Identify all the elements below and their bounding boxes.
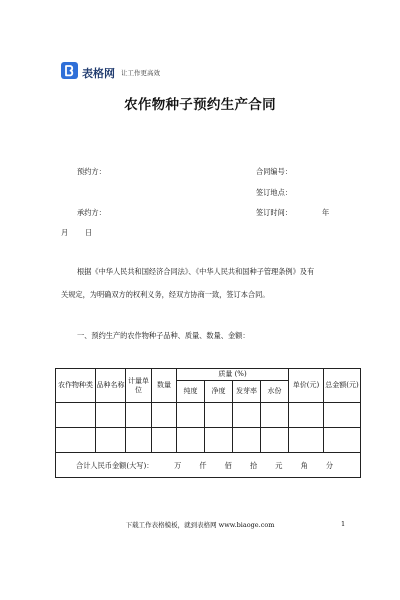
table-row (56, 428, 361, 453)
table-cell[interactable] (126, 403, 152, 428)
page-number: 1 (341, 520, 346, 528)
header-unit-price: 单价(元) (289, 369, 324, 403)
intro-paragraph-line2: 关规定，为明确双方的权利义务，经双方协商一致，签订本合同。 (61, 290, 270, 299)
table-cell[interactable] (56, 428, 96, 453)
year-label: 年 (322, 208, 330, 217)
table-cell[interactable] (126, 428, 152, 453)
header-unit: 计量单位 (126, 369, 152, 403)
unit-qian: 仟 (199, 460, 207, 470)
table-cell[interactable] (177, 428, 205, 453)
header-crop-type: 农作物种类 (56, 369, 96, 403)
unit-fen: 分 (325, 460, 334, 470)
header-purity: 纯度 (177, 381, 205, 403)
total-row (56, 453, 361, 478)
table-cell[interactable] (96, 403, 126, 428)
table-cell[interactable] (261, 403, 289, 428)
table-cell[interactable] (289, 428, 324, 453)
sign-time-label: 签订时间： (256, 208, 292, 217)
section-1-heading: 一、预约生产的农作物种子品种、质量、数量、金额： (77, 331, 250, 340)
unit-wan: 万 (174, 460, 182, 470)
contract-number-label: 合同编号： (256, 167, 292, 176)
table-cell[interactable] (261, 428, 289, 453)
header-variety-name: 品种名称 (96, 369, 126, 403)
table-cell[interactable] (152, 428, 177, 453)
day-label: 日 (85, 228, 93, 237)
header-moisture: 水份 (261, 381, 289, 403)
brand-slogan: 让工作更高效 (121, 69, 160, 77)
unit-yuan: 元 (275, 460, 283, 470)
seed-table (55, 368, 361, 478)
total-label: 合计人民币金额(大写)： (76, 460, 154, 470)
brand-name: 表格网 (82, 67, 115, 80)
header-quality: 质量 (%) (177, 369, 289, 381)
table-cell[interactable] (56, 403, 96, 428)
header-germination: 发芽率 (233, 381, 261, 403)
party-b-label: 承约方： (77, 208, 106, 217)
document-title: 农作物种子预约生产合同 (124, 97, 276, 113)
table-cell[interactable] (324, 403, 361, 428)
table-cell[interactable] (233, 403, 261, 428)
month-label: 月 (61, 228, 69, 237)
unit-jiao: 角 (300, 460, 308, 470)
unit-bai: 佰 (224, 460, 232, 470)
table-cell[interactable] (205, 403, 233, 428)
header-quantity: 数量 (152, 369, 177, 403)
table-cell[interactable] (152, 403, 177, 428)
table-cell[interactable] (205, 428, 233, 453)
unit-shi: 拾 (249, 460, 258, 470)
header-cleanliness: 净度 (205, 381, 233, 403)
table-cell[interactable] (289, 403, 324, 428)
header-total-amount: 总金额(元) (324, 369, 361, 403)
sign-place-label: 签订地点： (256, 188, 292, 197)
table-cell[interactable] (96, 428, 126, 453)
table-cell[interactable] (177, 403, 205, 428)
footer-text: 下载工作表格模板，就到表格网 www.biaoge.com (125, 521, 275, 529)
table-cell[interactable] (233, 428, 261, 453)
party-a-label: 预约方： (77, 167, 106, 176)
intro-paragraph-line1: 根据《中华人民共和国经济合同法》、《中华人民共和国种子管理条例》及有 (77, 267, 315, 276)
table-cell[interactable] (324, 428, 361, 453)
table-row (56, 403, 361, 428)
logo-icon (61, 62, 78, 79)
